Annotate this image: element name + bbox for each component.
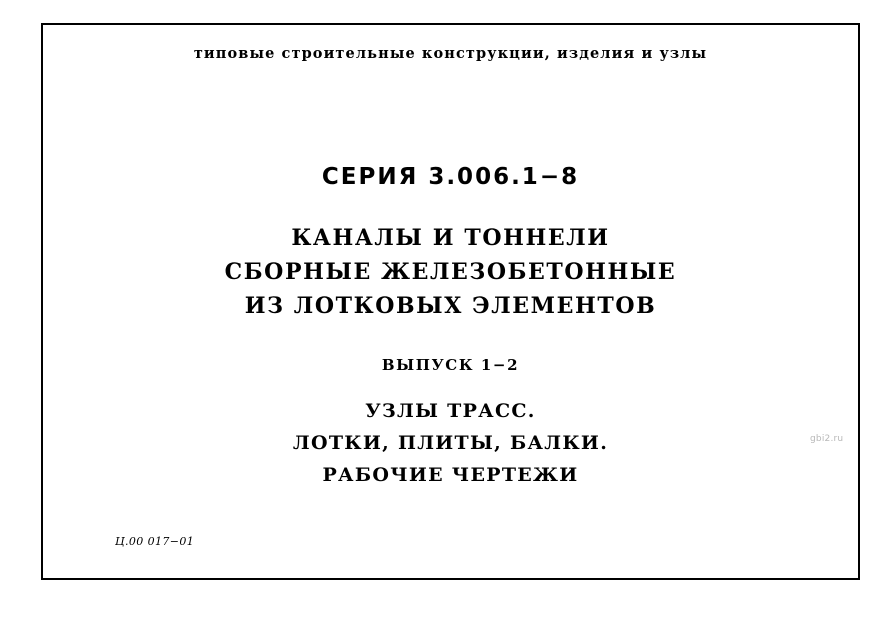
document-code: Ц.00 017−01 — [115, 535, 195, 548]
issue-number: ВЫПУСК 1−2 — [381, 356, 520, 374]
page-border-frame — [41, 23, 860, 580]
document-header-text: типовые строительные конструкции, изделия и узлы — [193, 45, 708, 62]
main-title-line-3: ИЗ ЛОТКОВЫХ ЭЛЕМЕНТОВ — [244, 293, 657, 319]
main-title — [43, 221, 858, 323]
series-number: СЕРИЯ 3.006.1−8 — [321, 164, 580, 190]
subtitle-line-2: ЛОТКИ, ПЛИТЫ, БАЛКИ. — [292, 432, 609, 454]
subtitle-line-3: РАБОЧИЕ ЧЕРТЕЖИ — [322, 464, 579, 486]
watermark-text: gbi2.ru — [810, 434, 844, 444]
main-title-line-2: СБОРНЫЕ ЖЕЛЕЗОБЕТОННЫЕ — [224, 259, 677, 285]
main-title-line-1: КАНАЛЫ И ТОННЕЛИ — [291, 225, 610, 251]
subtitle-line-1: УЗЛЫ ТРАСС. — [365, 400, 536, 422]
subtitle — [43, 395, 858, 491]
